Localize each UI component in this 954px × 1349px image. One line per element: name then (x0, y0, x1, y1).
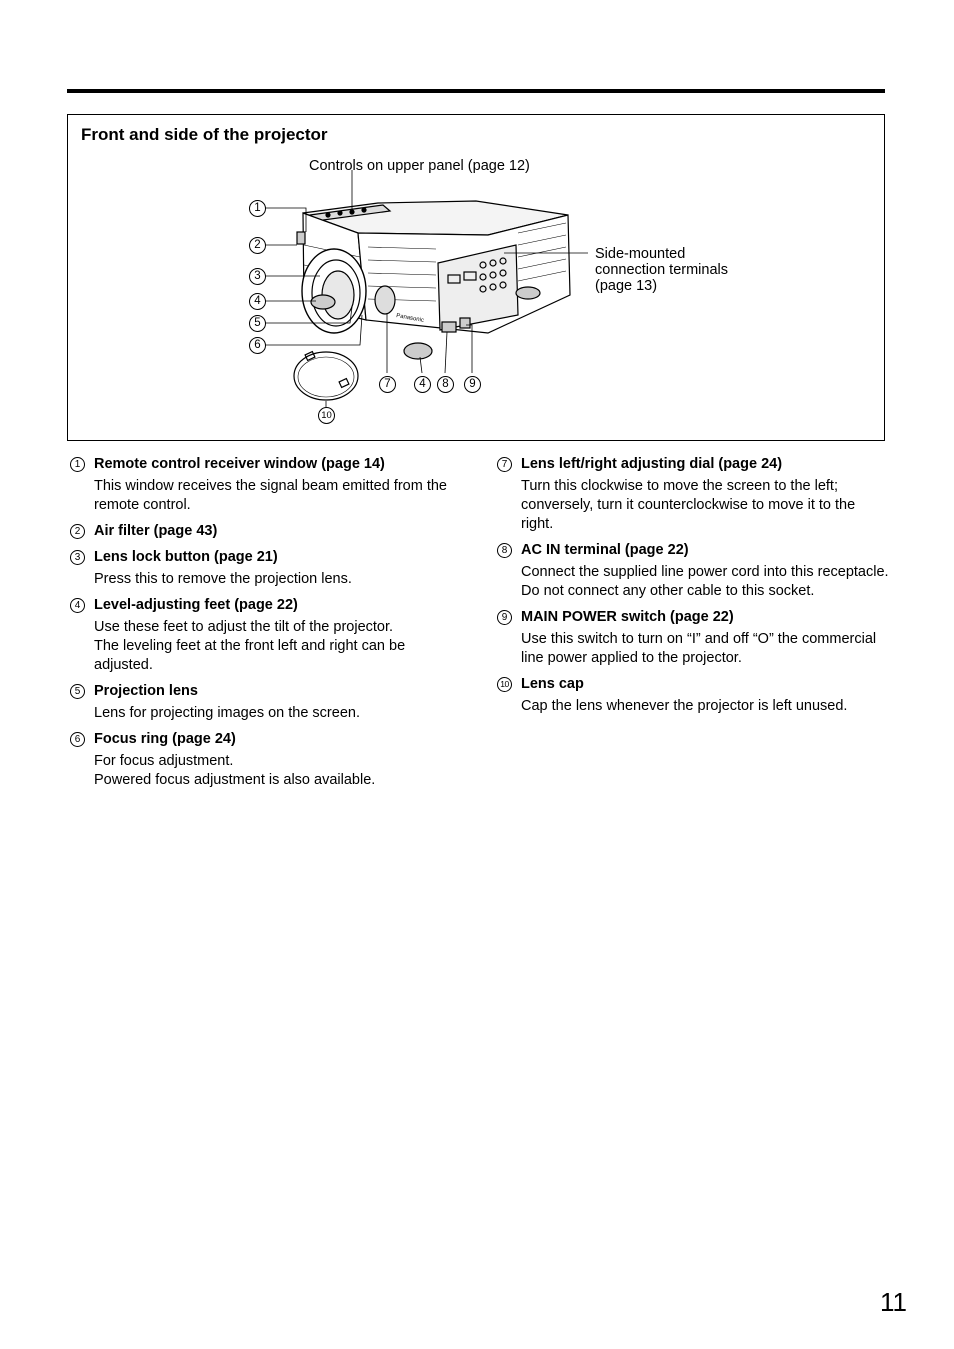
list-item (496, 608, 891, 668)
item-desc: Use this switch to turn on “I” and off “O” the commercial line power applied to the projector. (521, 631, 877, 666)
item-title: Lens cap (521, 676, 584, 692)
list-item (69, 455, 464, 515)
list-item (496, 541, 891, 601)
item-title: Remote control receiver window (page 14) (94, 456, 385, 472)
item-number: 9 (497, 610, 512, 625)
list-item (69, 596, 464, 675)
list-item (496, 675, 891, 716)
list-item (69, 682, 464, 723)
callout-2: 2 (249, 237, 266, 254)
callout-5: 5 (249, 315, 266, 332)
item-title: Projection lens (94, 683, 198, 699)
callout-6: 6 (249, 337, 266, 354)
item-title: Air filter (page 43) (94, 523, 218, 539)
item-desc: For focus adjustment. (94, 753, 234, 769)
item-title: Lens left/right adjusting dial (page 24) (521, 456, 783, 472)
item-number: 4 (70, 598, 85, 613)
callout-10: 10 (318, 407, 335, 424)
callout-3: 3 (249, 268, 266, 285)
list-item (496, 455, 891, 534)
item-number: 8 (497, 543, 512, 558)
item-desc: Press this to remove the projection lens. (94, 571, 352, 587)
top-rule (67, 89, 885, 93)
callout-8: 8 (437, 376, 454, 393)
item-number: 6 (70, 732, 85, 747)
item-number: 5 (70, 684, 85, 699)
item-title: Level-adjusting feet (page 22) (94, 597, 298, 613)
item-desc: Use these feet to adjust the tilt of the projector. (94, 619, 394, 635)
list-item (69, 730, 464, 790)
item-desc: The leveling feet at the front left and right can be adjusted. (94, 638, 406, 673)
item-desc: Lens for projecting images on the screen. (94, 705, 360, 721)
item-desc: Do not connect any other cable to this socket. (521, 583, 815, 599)
callout-4b: 4 (414, 376, 431, 393)
item-desc: Connect the supplied line power cord into this receptacle. (521, 564, 889, 580)
brand-logo: Panasonic (395, 313, 425, 324)
callout-1: 1 (249, 200, 266, 217)
item-number: 10 (497, 677, 512, 692)
figure-title: Front and side of the projector (81, 125, 328, 144)
item-desc: This window receives the signal beam emitted from the remote control. (94, 478, 447, 513)
label-side-terminals: Side-mounted connection terminals (page 13) (595, 246, 728, 294)
item-desc: Turn this clockwise to move the screen to the left; conversely, turn it counterclockwise to move it to the right. (521, 478, 856, 532)
items-right-column (496, 455, 891, 723)
figure-box (67, 114, 885, 441)
page-number: 11 (880, 1287, 907, 1317)
items-left-column (69, 455, 464, 797)
list-item (69, 522, 464, 541)
item-title: MAIN POWER switch (page 22) (521, 609, 734, 625)
item-number: 3 (70, 550, 85, 565)
callout-9: 9 (464, 376, 481, 393)
callout-4: 4 (249, 293, 266, 310)
item-desc: Cap the lens whenever the projector is left unused. (521, 698, 848, 714)
list-item (69, 548, 464, 589)
item-number: 7 (497, 457, 512, 472)
item-title: AC IN terminal (page 22) (521, 542, 689, 558)
callout-7: 7 (379, 376, 396, 393)
label-upper-panel: Controls on upper panel (page 12) (309, 158, 530, 174)
item-title: Lens lock button (page 21) (94, 549, 278, 565)
item-title: Focus ring (page 24) (94, 731, 236, 747)
item-number: 2 (70, 524, 85, 539)
item-desc: Powered focus adjustment is also available. (94, 772, 376, 788)
item-number: 1 (70, 457, 85, 472)
